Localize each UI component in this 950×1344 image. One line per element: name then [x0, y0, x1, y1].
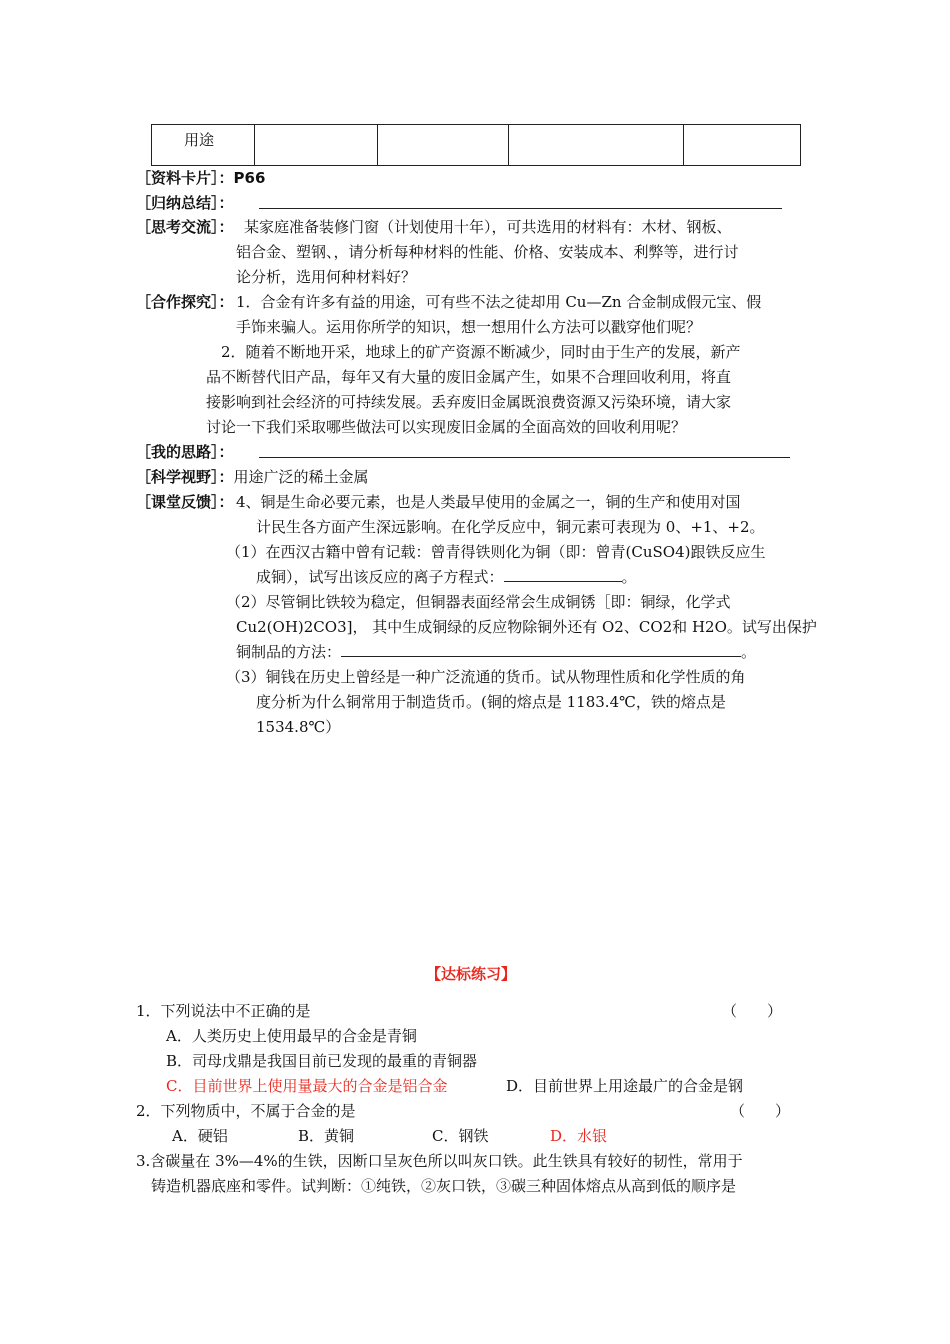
uses-table: [151, 124, 801, 166]
paragraph-line: 计民生各方面产生深远影响。在化学反应中，铜元素可表现为 0、+1、+2。: [256, 518, 765, 536]
question-end: 。: [741, 643, 757, 661]
question-end: 。: [621, 568, 637, 586]
paragraph-line: 4、铜是生命必要元素，也是人类最早使用的金属之一，铜的生产和使用对国: [236, 493, 741, 511]
table-row-label: 用途: [152, 125, 255, 166]
paragraph-line: 铝合金、塑钢、，请分析每种材料的性能、价格、安装成本、利弊等，进行讨: [236, 243, 739, 261]
answer-paren: （ ）: [730, 1102, 791, 1120]
practice-question-line: 铸造机器底座和零件。试判断：①纯铁，②灰口铁，③碳三种固体熔点从高到低的顺序是: [151, 1177, 737, 1195]
question-line: 度分析为什么铜常用于制造货币。(铜的熔点是 1183.4℃，铁的熔点是: [256, 693, 726, 711]
option-c-answer: C．目前世界上使用量最大的合金是铝合金: [166, 1077, 448, 1095]
answer-paren: （ ）: [722, 1002, 783, 1020]
paragraph-line: 品不断替代旧产品，每年又有大量的废旧金属产生，如果不合理回收利用，将直: [206, 368, 732, 386]
answer-blank-line: [259, 457, 790, 458]
table-cell: [509, 125, 684, 166]
question-text: 成铜），试写出该反应的离子方程式：: [256, 568, 504, 586]
paragraph-line: 2．随着不断地开采，地球上的矿产资源不断减少，同时由于生产的发展，新产: [221, 343, 741, 361]
data-card-line: [136, 167, 265, 188]
question-line: Cu2(OH)2CO3]， 其中生成铜绿的反应物除铜外还有 O2、CO2和 H2O。试写出保护: [236, 618, 817, 636]
option-d: D．目前世界上用途最广的合金是钢: [506, 1077, 744, 1095]
question-line: [236, 641, 756, 662]
question-line: 1534.8℃）: [256, 718, 341, 736]
paragraph-line: 论分析，选用何种材料好？: [236, 268, 417, 286]
option-c: C．钢铁: [432, 1127, 489, 1145]
practice-title: 【达标练习】: [426, 965, 517, 983]
practice-question-line: 3.含碳量在 3%—4%的生铁，因断口呈灰色所以叫灰口铁。此生铁具有较好的韧性，常用于: [136, 1152, 743, 1170]
section-label: ［归纳总结］：: [136, 194, 234, 212]
table-cell: [684, 125, 801, 166]
option-d-answer: D．水银: [550, 1127, 608, 1145]
section-label: ［思考交流］：: [136, 218, 234, 236]
practice-question-stem: 1．下列说法中不正确的是: [136, 1002, 311, 1020]
option-b: B．黄铜: [298, 1127, 355, 1145]
section-label: ［课堂反馈］：: [136, 493, 234, 511]
question-line: （1）在西汉古籍中曾有记载：曾青得铁则化为铜（即：曾青(CuSO4)跟铁反应生: [226, 543, 766, 561]
question-line: （2）尽管铜比铁较为稳定，但铜器表面经常会生成铜锈［即：铜绿，化学式: [226, 593, 731, 611]
science-line: [136, 466, 369, 487]
practice-question-stem: 2．下列物质中，不属于合金的是: [136, 1102, 356, 1120]
paragraph-line: 手饰来骗人。运用你所学的知识，想一想用什么方法可以戳穿他们呢？: [236, 318, 702, 336]
answer-blank: [341, 644, 741, 657]
table-cell: [378, 125, 509, 166]
section-label: ［合作探究］：: [136, 293, 234, 311]
question-text: 铜制品的方法：: [236, 643, 342, 661]
section-label: ［资料卡片］：: [136, 169, 234, 187]
card-page-ref: P66: [233, 169, 266, 187]
science-topic: 用途广泛的稀土金属: [233, 468, 369, 486]
paragraph-line: 接影响到社会经济的可持续发展。丢弃废旧金属既浪费资源又污染环境，请大家: [206, 393, 732, 411]
question-line: [256, 566, 637, 587]
answer-blank-line: [259, 208, 782, 209]
option-a: A．人类历史上使用最早的合金是青铜: [166, 1027, 417, 1045]
table-cell: [255, 125, 378, 166]
option-a: A．硬铝: [172, 1127, 228, 1145]
section-label: ［科学视野］：: [136, 468, 234, 486]
paragraph-line: 某家庭准备装修门窗（计划使用十年），可共选用的材料有：木材、钢板、: [244, 218, 732, 236]
option-b: B．司母戊鼎是我国目前已发现的最重的青铜器: [166, 1052, 478, 1070]
section-label: ［我的思路］：: [136, 443, 234, 461]
paragraph-line: 1．合金有许多有益的用途，可有些不法之徒却用 Cu—Zn 合金制成假元宝、假: [236, 293, 762, 311]
answer-blank: [504, 569, 622, 582]
paragraph-line: 讨论一下我们采取哪些做法可以实现废旧金属的全面高效的回收利用呢？: [206, 418, 687, 436]
question-line: （3）铜钱在历史上曾经是一种广泛流通的货币。试从物理性质和化学性质的角: [226, 668, 746, 686]
table-row: [152, 125, 801, 166]
